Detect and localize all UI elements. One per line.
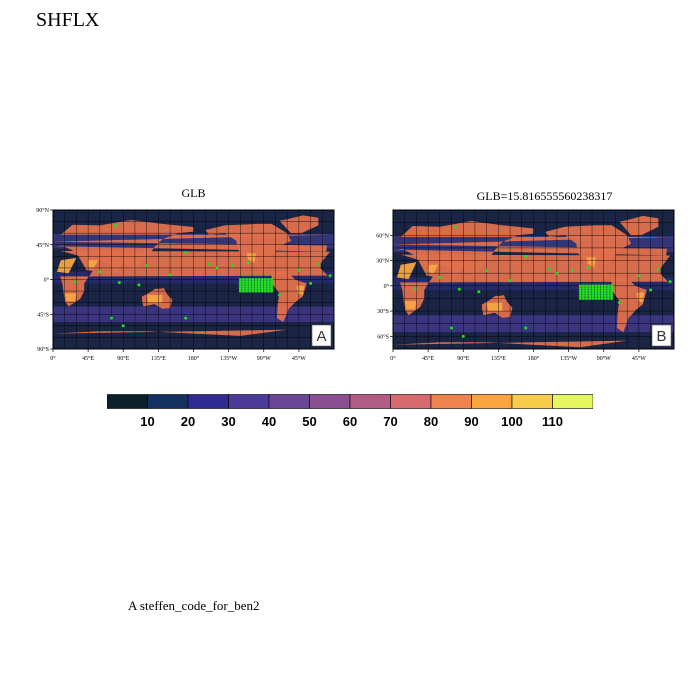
colorbar-label: 10 [140,414,155,429]
colorbar-swatch [391,395,432,409]
lat-tick-label: 60°N [376,233,389,240]
colorbar-label: 40 [261,414,277,429]
lat-tick-label: 45°S [37,312,49,319]
lon-tick-label: 135°W [560,356,578,362]
colorbar-swatch [512,395,553,409]
figure-title: SHFLX [36,9,100,31]
lon-tick-label: 135°E [490,356,506,362]
lat-tick-label: 90°S [37,347,49,353]
panel-b-title: GLB=15.816555560238317 [476,189,613,203]
colorbar-swatch [350,395,391,409]
panel-letter: A [316,328,327,345]
lon-tick-label: 90°W [596,356,611,362]
lon-tick-label: 0° [390,356,396,362]
lat-tick-label: 0° [43,277,49,284]
panel-a-title: GLB [181,186,206,200]
colorbar-swatch [188,395,229,409]
lat-tick-label: 30°N [376,258,389,265]
colorbar-label: 100 [501,414,523,429]
lon-tick-label: 180° [187,356,200,362]
lon-tick-label: 45°W [631,356,646,362]
colorbar-label: 30 [221,414,236,429]
colorbar-swatch [472,395,513,409]
lon-tick-label: 135°W [220,356,238,362]
lat-tick-label: 45°N [36,242,49,249]
colorbar-swatch [310,395,351,409]
map-field [370,210,690,362]
colorbar-label: 70 [383,414,398,429]
lon-tick-label: 135°E [150,356,166,362]
lat-tick-label: 0° [383,283,389,290]
map-panel-b [370,200,690,375]
colorbar-swatch [431,395,472,409]
map-field [30,210,350,349]
lat-tick-label: 90°N [36,208,49,214]
colorbar-label: 80 [423,414,439,429]
lon-tick-label: 90°W [256,356,271,362]
colorbar-swatch [107,395,148,409]
lon-tick-label: 0° [50,356,56,362]
lat-tick-label: 60°S [377,334,389,341]
map-panel-a [30,200,350,375]
lon-tick-label: 45°E [422,356,435,362]
lon-tick-label: 45°W [291,356,306,362]
lon-tick-label: 90°E [117,356,130,362]
colorbar-swatch [553,395,594,409]
lat-tick-label: 30°S [377,309,389,316]
colorbar-label: 110 [542,414,563,429]
colorbar-swatch [229,395,270,409]
lon-tick-label: 90°E [457,356,470,362]
lon-tick-label: 45°E [82,356,95,362]
panel-letter: B [656,328,667,345]
lon-tick-label: 180° [527,356,540,362]
colorbar-label: 60 [342,414,358,429]
colorbar-label: 50 [302,414,317,429]
colorbar-swatch [269,395,310,409]
colorbar-label: 90 [464,414,479,429]
colorbar-swatch [148,395,189,409]
footer-label: A steffen_code_for_ben2 [128,598,260,613]
colorbar [107,394,593,410]
colorbar-label: 20 [180,414,196,429]
